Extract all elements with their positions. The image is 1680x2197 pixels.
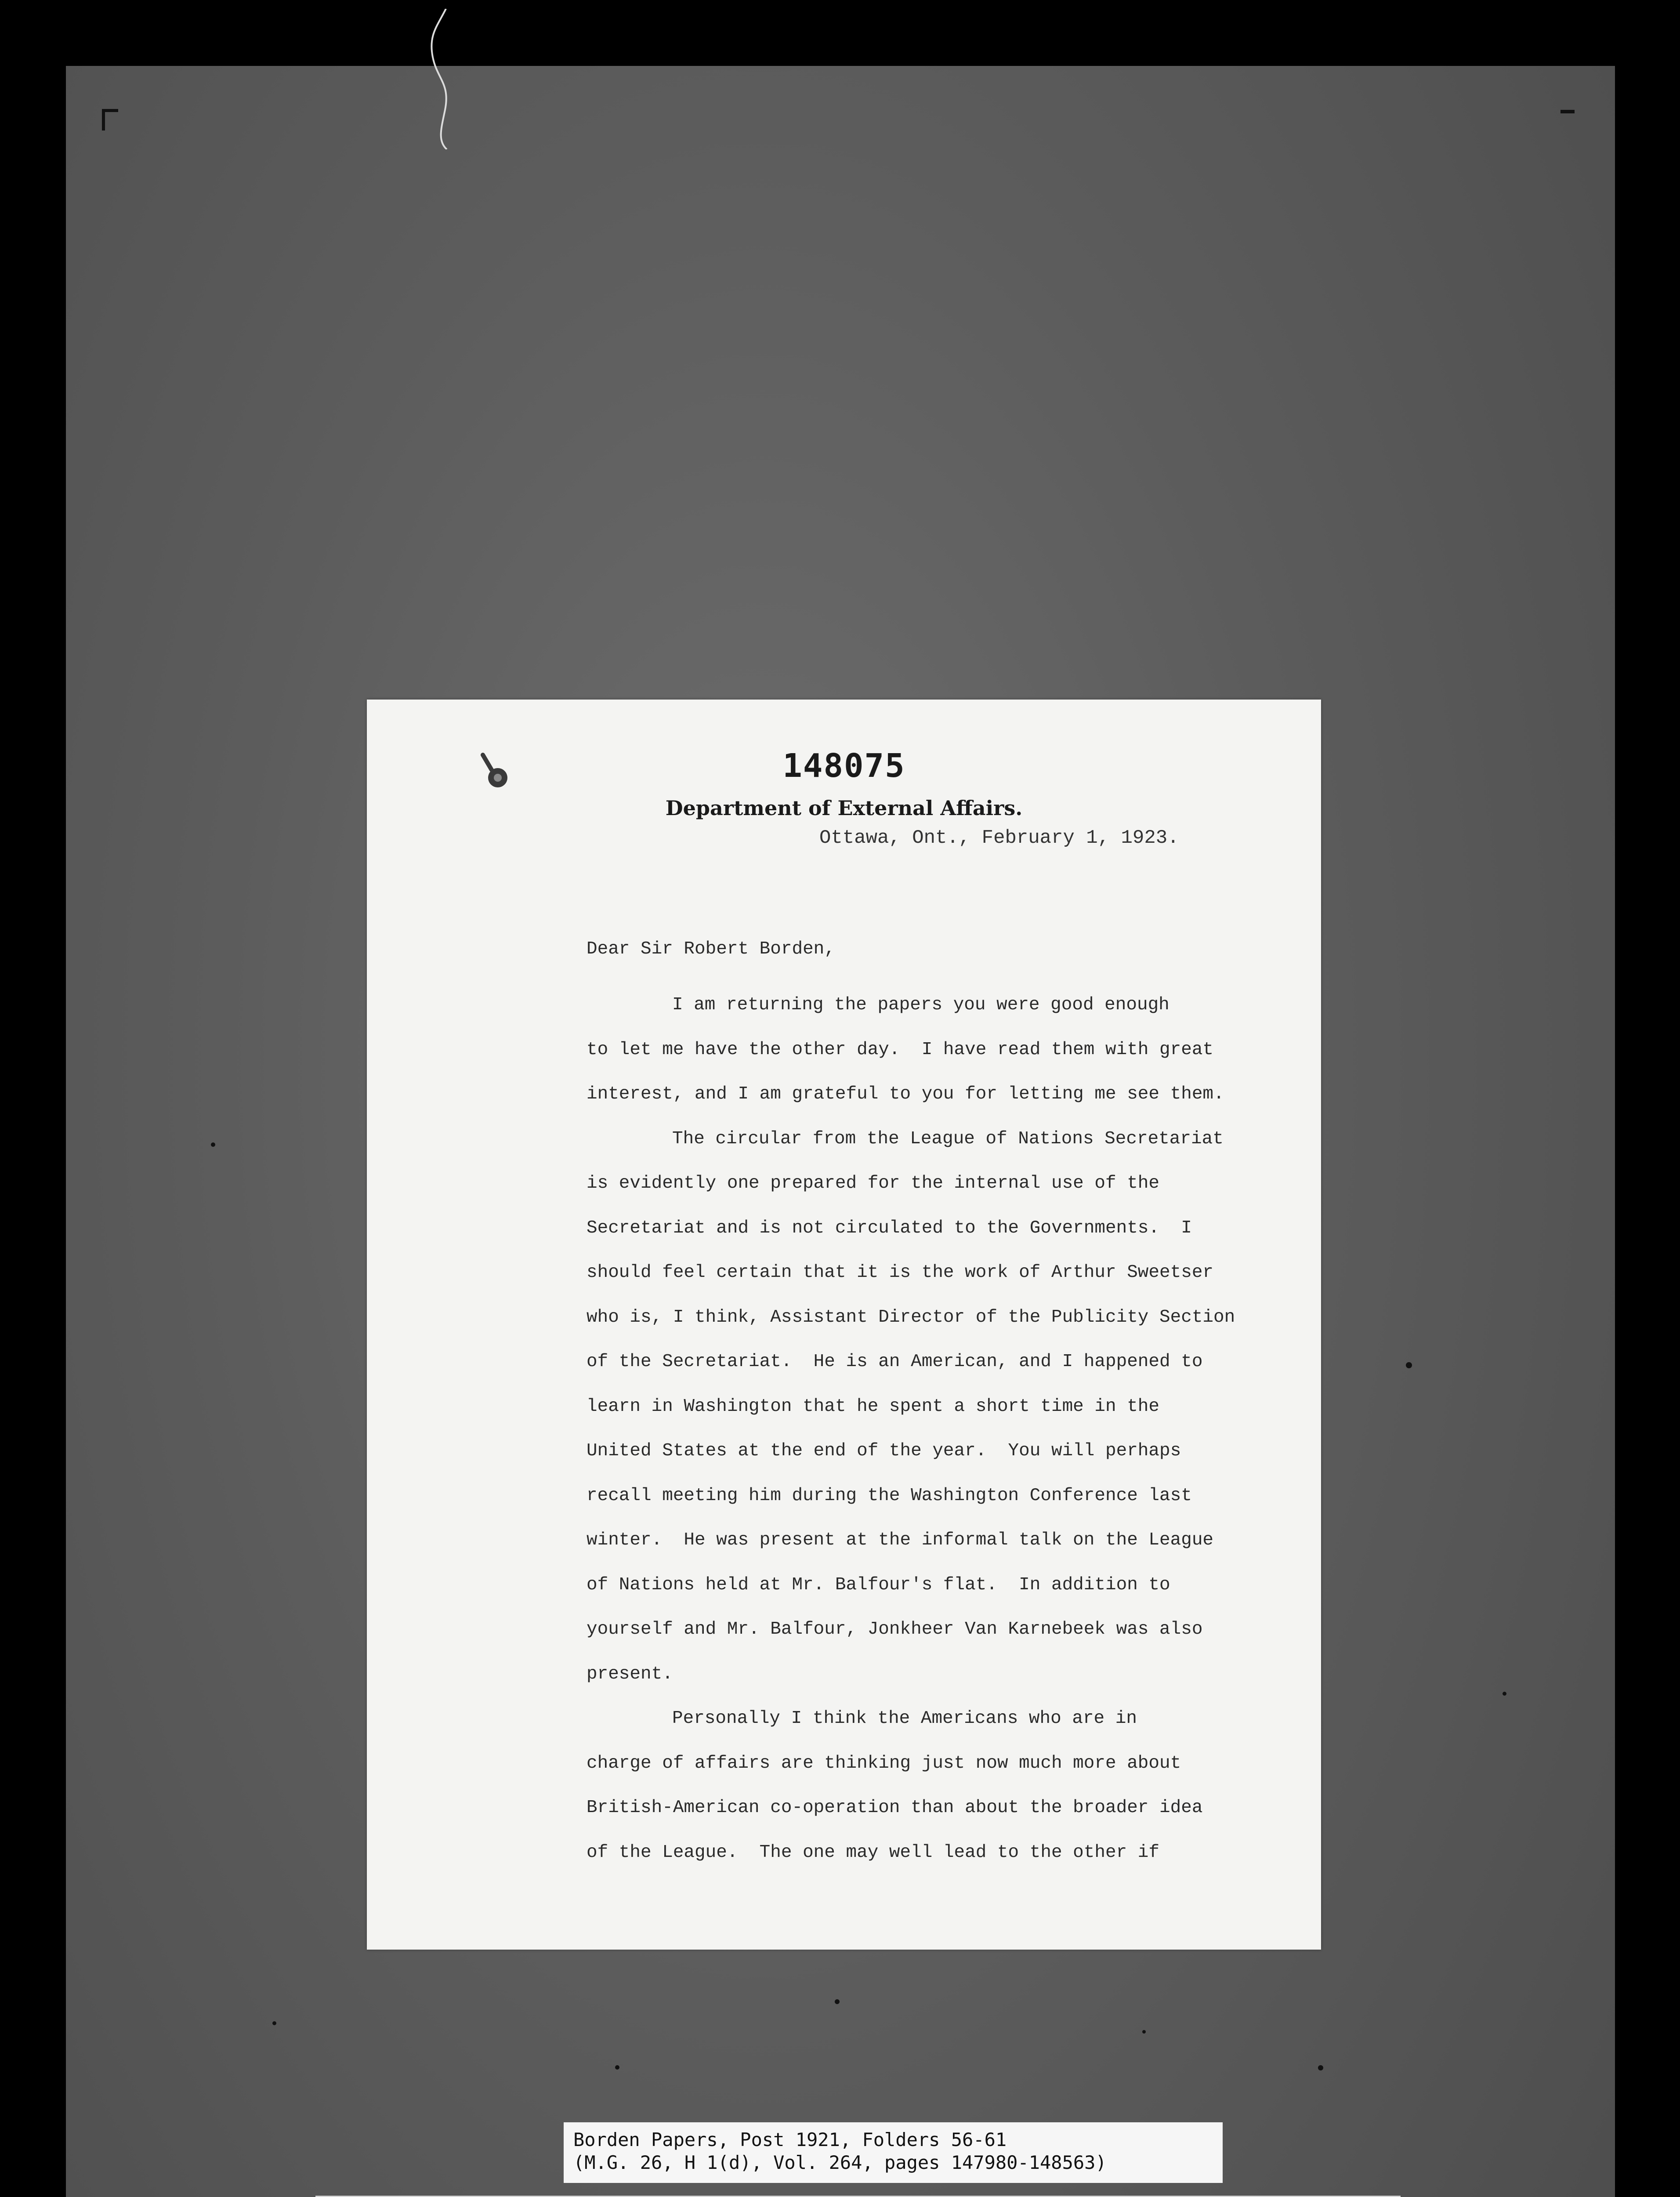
archive-tag-line: Borden Papers, Post 1921, Folders 56-61 (573, 2129, 1007, 2150)
letterhead-department: Department of External Affairs. (665, 796, 1023, 820)
body-line: interest, and I am grateful to you for letting me see them. (587, 1084, 1224, 1104)
body-line: Secretariat and is not circulated to the Governments. I (587, 1218, 1192, 1238)
body-line: of the Secretariat. He is an American, and I happened to (587, 1352, 1203, 1372)
dust-speck (211, 1142, 215, 1147)
body-line: yourself and Mr. Balfour, Jonkheer Van Karnebeek was also (587, 1619, 1203, 1639)
body-line: Personally I think the Americans who are in (672, 1708, 1137, 1729)
body-line: I am returning the papers you were good enough (672, 995, 1169, 1015)
letter-page (367, 700, 1321, 1950)
dust-speck (835, 1999, 840, 2004)
edge-dash-mark (1561, 110, 1575, 113)
dust-speck (615, 2065, 619, 2070)
body-line: to let me have the other day. I have read them with great (587, 1039, 1214, 1060)
body-line: who is, I think, Assistant Director of the Publicity Section (587, 1307, 1235, 1327)
body-line: The circular from the League of Nations Secretariat (672, 1128, 1224, 1149)
body-line: of the League. The one may well lead to the other if (587, 1842, 1160, 1863)
dust-speck (1318, 2065, 1323, 2070)
body-line: British-American co-operation than about the broader idea (587, 1798, 1203, 1818)
body-line: should feel certain that it is the work of Arthur Sweetser (587, 1262, 1214, 1283)
dateline: Ottawa, Ont., February 1, 1923. (819, 827, 1179, 849)
document-number: 148075 (782, 747, 905, 785)
dust-speck (1503, 1692, 1506, 1696)
corner-crop-mark (102, 109, 118, 131)
hair-artifact (420, 9, 468, 149)
dust-speck (1406, 1362, 1412, 1368)
dust-speck (1142, 2030, 1146, 2034)
body-line: present. (587, 1664, 673, 1684)
dust-speck (272, 2021, 276, 2025)
body-line: charge of affairs are thinking just now much more about (587, 1753, 1181, 1773)
body-line: learn in Washington that he spent a short time in the (587, 1396, 1160, 1417)
body-line: is evidently one prepared for the internal use of the (587, 1173, 1160, 1193)
body-line: winter. He was present at the informal talk on the League (587, 1530, 1214, 1550)
body-line: of Nations held at Mr. Balfour's flat. In addition to (587, 1574, 1170, 1595)
body-line: recall meeting him during the Washington Conference last (587, 1485, 1192, 1506)
letter-body (587, 983, 1307, 1875)
salutation: Dear Sir Robert Borden, (587, 939, 835, 959)
archive-tag-line: (M.G. 26, H 1(d), Vol. 264, pages 147980-148563) (573, 2152, 1107, 2173)
body-line: United States at the end of the year. You will perhaps (587, 1441, 1181, 1461)
archive-reference-tag (564, 2122, 1223, 2183)
